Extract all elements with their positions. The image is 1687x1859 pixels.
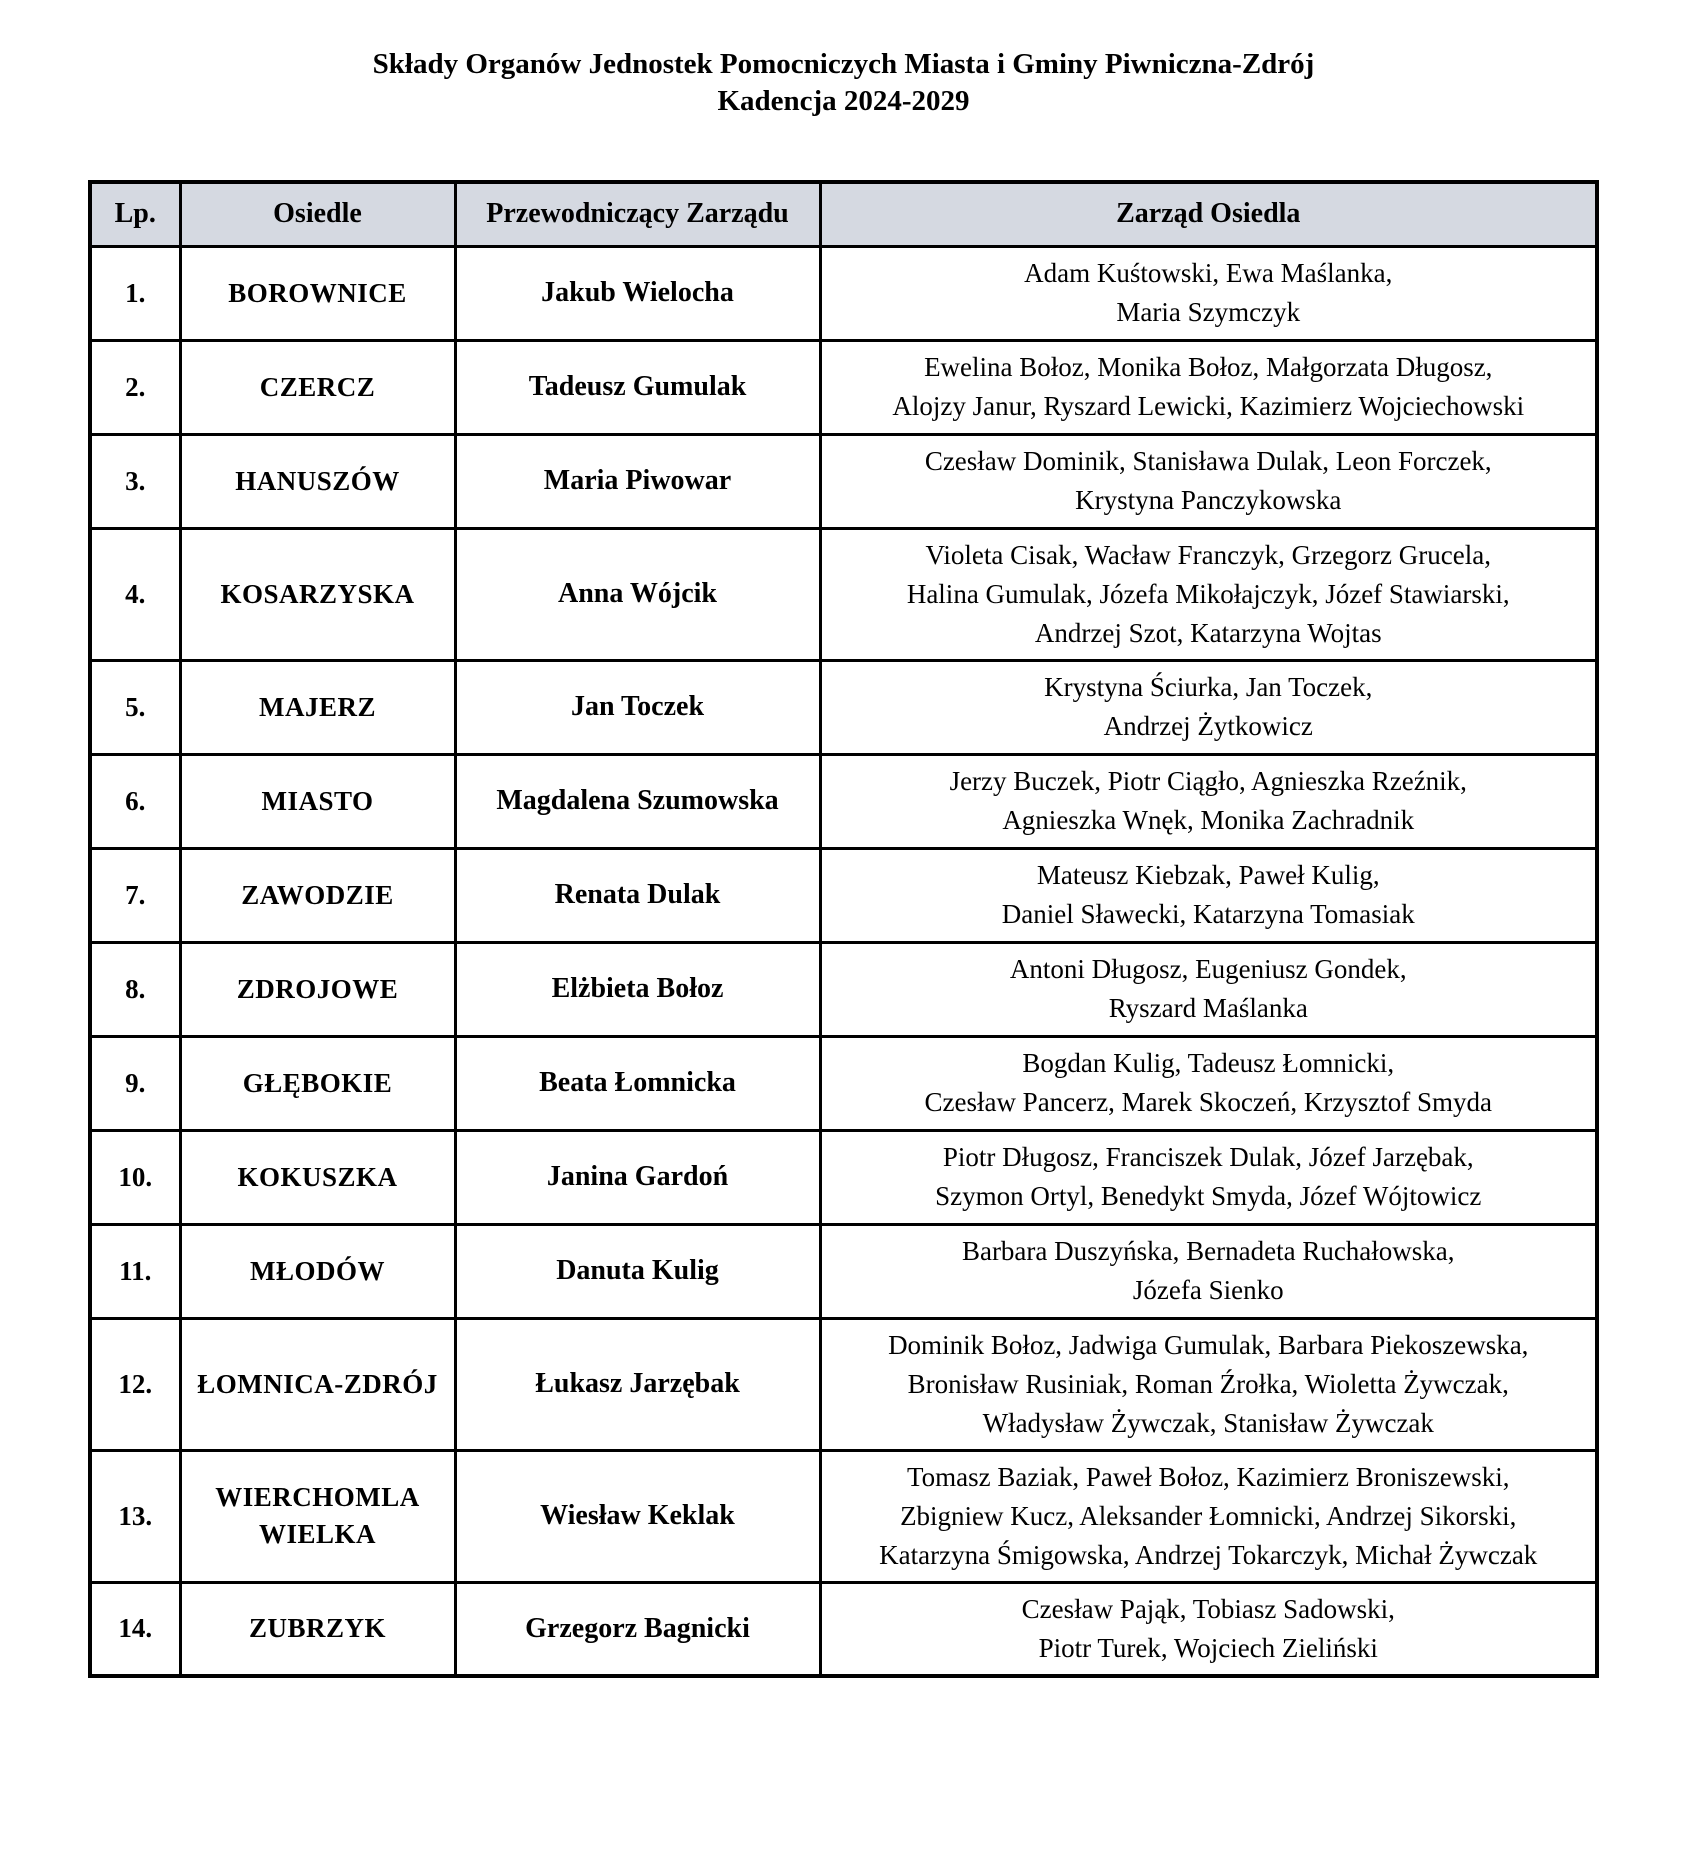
- zarzad-member-line: Zbigniew Kucz, Aleksander Łomnicki, Andrzej Sikorski,: [900, 1500, 1517, 1531]
- table-row: [90, 1318, 1597, 1450]
- zarzad-members: [820, 1036, 1597, 1130]
- row-number: 10.: [90, 1130, 180, 1224]
- przewodniczacy-name: Maria Piwowar: [455, 434, 820, 528]
- table-row: [90, 848, 1597, 942]
- osiedle-name: WIERCHOMLA WIELKA: [180, 1450, 455, 1582]
- row-number: 1.: [90, 246, 180, 340]
- column-header-lp: Lp.: [90, 182, 180, 246]
- zarzad-member-line: Halina Gumulak, Józefa Mikołajczyk, Józef Stawiarski,: [906, 578, 1510, 609]
- osiedle-name: ZUBRZYK: [180, 1582, 455, 1676]
- zarzad-members: [820, 754, 1597, 848]
- osiedle-name: ZDROJOWE: [180, 942, 455, 1036]
- table-row: [90, 528, 1597, 660]
- table-row: [90, 754, 1597, 848]
- zarzad-members: [820, 1130, 1597, 1224]
- zarzad-member-line: Alojzy Janur, Ryszard Lewicki, Kazimierz Wojciechowski: [892, 391, 1525, 421]
- zarzad-member-line: Andrzej Szot, Katarzyna Wojtas: [1034, 617, 1382, 648]
- przewodniczacy-name: Jakub Wielocha: [455, 246, 820, 340]
- column-header-przewodniczacy: Przewodniczący Zarządu: [455, 182, 820, 246]
- zarzad-member-line: Antoni Długosz, Eugeniusz Gondek,: [1009, 954, 1407, 984]
- row-number: 14.: [90, 1582, 180, 1676]
- zarzad-member-line: Dominik Bołoz, Jadwiga Gumulak, Barbara Piekoszewska,: [888, 1329, 1529, 1360]
- zarzad-member-line: Ryszard Maślanka: [1108, 993, 1308, 1023]
- row-number: 3.: [90, 434, 180, 528]
- table-row: [90, 942, 1597, 1036]
- przewodniczacy-name: Grzegorz Bagnicki: [455, 1582, 820, 1676]
- osiedle-name: MŁODÓW: [180, 1224, 455, 1318]
- osiedle-name: ZAWODZIE: [180, 848, 455, 942]
- row-number: 9.: [90, 1036, 180, 1130]
- zarzad-member-line: Krystyna Ściurka, Jan Toczek,: [1044, 672, 1373, 702]
- zarzad-member-line: Józefa Sienko: [1132, 1275, 1284, 1305]
- table-header: [90, 182, 1597, 246]
- przewodniczacy-name: Elżbieta Bołoz: [455, 942, 820, 1036]
- zarzad-member-line: Mateusz Kiebzak, Paweł Kulig,: [1036, 860, 1380, 890]
- osiedle-name: GŁĘBOKIE: [180, 1036, 455, 1130]
- zarzad-member-line: Maria Szymczyk: [1116, 297, 1301, 327]
- zarzad-members: [820, 1318, 1597, 1450]
- osiedle-name: MAJERZ: [180, 660, 455, 754]
- table-row: [90, 340, 1597, 434]
- zarzad-member-line: Czesław Pająk, Tobiasz Sadowski,: [1021, 1593, 1395, 1624]
- zarzad-members: [820, 1224, 1597, 1318]
- osiedle-name: KOKUSZKA: [180, 1130, 455, 1224]
- zarzad-member-line: Tomasz Baziak, Paweł Bołoz, Kazimierz Broniszewski,: [907, 1461, 1510, 1492]
- osiedle-name: MIASTO: [180, 754, 455, 848]
- przewodniczacy-name: Magdalena Szumowska: [455, 754, 820, 848]
- przewodniczacy-name: Jan Toczek: [455, 660, 820, 754]
- table-row: [90, 1036, 1597, 1130]
- przewodniczacy-name: Łukasz Jarzębak: [455, 1318, 820, 1450]
- przewodniczacy-name: Janina Gardoń: [455, 1130, 820, 1224]
- header-row: [90, 182, 1597, 246]
- zarzad-member-line: Barbara Duszyńska, Bernadeta Ruchałowska,: [961, 1236, 1455, 1266]
- table-row: [90, 246, 1597, 340]
- row-number: 7.: [90, 848, 180, 942]
- zarzad-members: [820, 660, 1597, 754]
- row-number: 13.: [90, 1450, 180, 1582]
- table-row: [90, 1582, 1597, 1676]
- przewodniczacy-name: Anna Wójcik: [455, 528, 820, 660]
- table-row: [90, 434, 1597, 528]
- osiedle-name: CZERCZ: [180, 340, 455, 434]
- row-number: 11.: [90, 1224, 180, 1318]
- column-header-osiedle: Osiedle: [180, 182, 455, 246]
- osiedle-name: KOSARZYSKA: [180, 528, 455, 660]
- column-header-zarzad: Zarząd Osiedla: [820, 182, 1597, 246]
- zarzad-member-line: Ewelina Bołoz, Monika Bołoz, Małgorzata Długosz,: [924, 352, 1493, 382]
- zarzad-member-line: Piotr Długosz, Franciszek Dulak, Józef Jarzębak,: [942, 1142, 1474, 1172]
- zarzad-members: [820, 1450, 1597, 1582]
- zarzad-members: [820, 246, 1597, 340]
- table-row: [90, 660, 1597, 754]
- przewodniczacy-name: Beata Łomnicka: [455, 1036, 820, 1130]
- przewodniczacy-name: Renata Dulak: [455, 848, 820, 942]
- document-title: [0, 46, 1687, 120]
- table-body: [90, 246, 1597, 1676]
- zarzad-member-line: Jerzy Buczek, Piotr Ciągło, Agnieszka Rzeźnik,: [949, 766, 1467, 796]
- przewodniczacy-name: Wiesław Keklak: [455, 1450, 820, 1582]
- osiedle-name: BOROWNICE: [180, 246, 455, 340]
- zarzad-member-line: Szymon Ortyl, Benedykt Smyda, Józef Wójtowicz: [935, 1181, 1482, 1211]
- przewodniczacy-name: Tadeusz Gumulak: [455, 340, 820, 434]
- zarzad-member-line: Bogdan Kulig, Tadeusz Łomnicki,: [1022, 1048, 1395, 1078]
- row-number: 8.: [90, 942, 180, 1036]
- zarzad-members: [820, 1582, 1597, 1676]
- title-line-2: Kadencja 2024-2029: [717, 85, 970, 117]
- table-row: [90, 1450, 1597, 1582]
- row-number: 5.: [90, 660, 180, 754]
- zarzad-member-line: Adam Kuśtowski, Ewa Maślanka,: [1024, 258, 1393, 288]
- table-row: [90, 1224, 1597, 1318]
- row-number: 4.: [90, 528, 180, 660]
- zarzad-members: [820, 848, 1597, 942]
- zarzad-members: [820, 528, 1597, 660]
- osiedle-name: ŁOMNICA-ZDRÓJ: [180, 1318, 455, 1450]
- zarzad-member-line: Agnieszka Wnęk, Monika Zachradnik: [1002, 805, 1415, 835]
- title-line-1: Składy Organów Jednostek Pomocniczych Miasta i Gminy Piwniczna-Zdrój: [372, 48, 1315, 80]
- row-number: 6.: [90, 754, 180, 848]
- zarzad-member-line: Katarzyna Śmigowska, Andrzej Tokarczyk, Michał Żywczak: [879, 1539, 1538, 1570]
- zarzad-member-line: Władysław Żywczak, Stanisław Żywczak: [982, 1407, 1434, 1438]
- zarzad-member-line: Violeta Cisak, Wacław Franczyk, Grzegorz Grucela,: [925, 539, 1491, 570]
- zarzad-member-line: Czesław Dominik, Stanisława Dulak, Leon Forczek,: [924, 446, 1492, 476]
- zarzad-member-line: Piotr Turek, Wojciech Zieliński: [1038, 1632, 1378, 1663]
- row-number: 12.: [90, 1318, 180, 1450]
- zarzad-members: [820, 942, 1597, 1036]
- zarzad-member-line: Andrzej Żytkowicz: [1103, 711, 1313, 741]
- table-row: [90, 1130, 1597, 1224]
- zarzad-member-line: Czesław Pancerz, Marek Skoczeń, Krzysztof Smyda: [924, 1087, 1493, 1117]
- zarzad-member-line: Krystyna Panczykowska: [1075, 485, 1342, 515]
- row-number: 2.: [90, 340, 180, 434]
- osiedle-name: HANUSZÓW: [180, 434, 455, 528]
- zarzad-member-line: Daniel Sławecki, Katarzyna Tomasiak: [1001, 899, 1415, 929]
- przewodniczacy-name: Danuta Kulig: [455, 1224, 820, 1318]
- zarzad-member-line: Bronisław Rusiniak, Roman Źrołka, Wioletta Żywczak,: [907, 1368, 1509, 1399]
- zarzad-members: [820, 340, 1597, 434]
- zarzad-members: [820, 434, 1597, 528]
- osiedla-table: [88, 180, 1599, 1678]
